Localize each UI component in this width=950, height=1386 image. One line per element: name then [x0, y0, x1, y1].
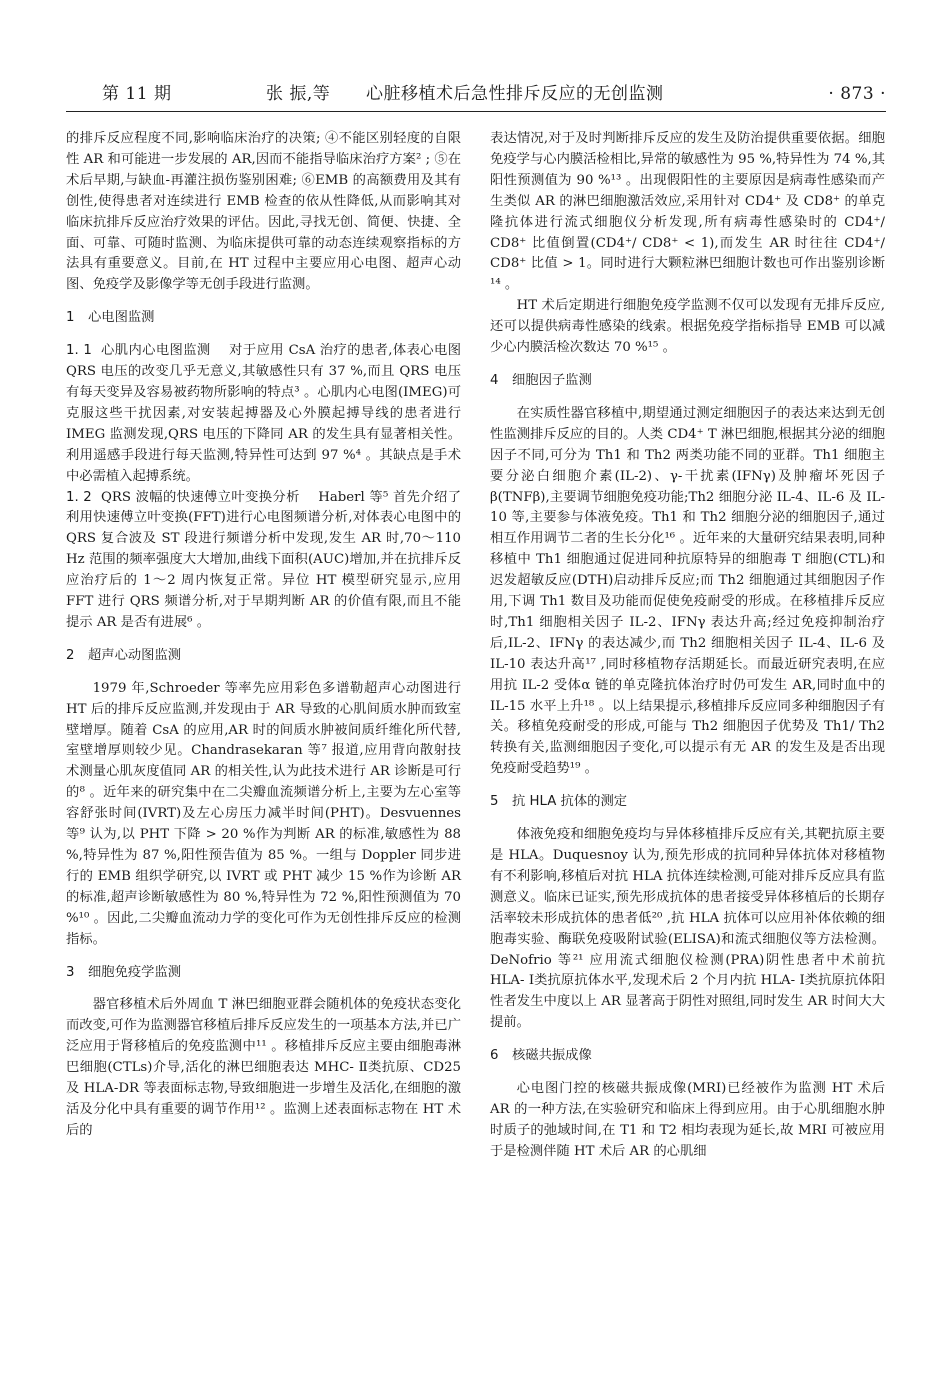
paragraph: 的排斥反应程度不同,影响临床治疗的决策; ④不能区别轻度的自限性 AR 和可能进一步发展的 AR,因而不能指导临床治疗方案² ; ⑤在术后早期,与缺血-再灌注损伤鉴别困难; ⑥EMB 的高额费用及其有创性,使得患者对连续进行 EMB 检查的依从性降低,从而影响其对临床抗排斥反应治疗效果的评估。因此,寻找无创、简便、快捷、全面、可靠、可随时监测、为临床提供可靠的动态连续观察指标的方法具有重要意义。目前,在 HT 过程中主要应用心电图、超声心动图、免疫学及影像学等无创手段进行监测。 [66, 131, 461, 293]
right-column [490, 129, 885, 1163]
subsection-number: 1. 2 [66, 489, 92, 505]
running-header [66, 80, 886, 108]
subsection-text: 对于应用 CsA 治疗的患者,体表心电图 QRS 电压的改变几乎无意义,其敏感性只有 37 %,而且 QRS 电压有每天变异及容易被药物所影响的特点³ 。心肌内心电图(IMEG)可克服这些干扰因素,对安装起搏器及心外膜起搏导线的患者进行 IMEG 监测发现,QRS 电压的下降同 AR 的发生具有显著相关性。利用遥感手段进行每天监测,特异性可达到 97 %⁴ 。其缺点是手术中必需植入起搏系统。 [66, 343, 462, 484]
paragraph: 表达情况,对于及时判断排斥反应的发生及防治提供重要依据。细胞免疫学与心内膜活检相比,异常的敏感性为 95 %,特异性为 74 %,其阳性预测值为 90 %¹³ 。出现假阳性的主要原因是病毒性感染而产生类似 AR 的淋巴细胞激活效应,采用针对 CD4⁺ 及 CD8⁺ 的单克隆抗体进行流式细胞仪分析发现,所有病毒性感染时的 CD4⁺/ CD8⁺ 比值倒置(CD4⁺/ CD8⁺ < 1),而发生 AR 时往往 CD4⁺/ CD8⁺ 比值 > 1。同时进行大颗粒淋巴细胞计数也可作出鉴别诊断¹⁴ 。 [490, 131, 885, 293]
left-column [66, 129, 461, 1142]
subsection-title: QRS 波幅的快速傅立叶变换分析 [101, 489, 300, 505]
paragraph: 器官移植术后外周血 T 淋巴细胞亚群会随机体的免疫状态变化而改变,可作为监测器官移植后排斥反应发生的一项基本方法,并已广泛应用于肾移植后的免疫监测中¹¹ 。移植排斥反应主要由细胞毒淋巴细胞(CTLs)介导,活化的淋巴细胞表达 MHC- Ⅱ类抗原、CD25 及 HLA-DR 等表面标志物,导致细胞进一步增生及活化,在细胞的激活及分化中具有重要的调节作用¹² 。监测上述表面标志物在 HT 术后的 [66, 997, 461, 1138]
paragraph: 心电图门控的核磁共振成像(MRI)已经被作为监测 HT 术后 AR 的一种方法,在实验研究和临床上得到应用。由于心肌细胞水肿时质子的弛域时间,在 T1 和 T2 相均表现为延长,故 MRI 可被应用于是检测伴随 HT 术后 AR 的心肌细 [490, 1081, 885, 1159]
subsection-text: Haberl 等⁵ 首先介绍了利用快速傅立叶变换(FFT)进行心电图频谱分析,对体表心电图中的 QRS 复合波及 ST 段进行频谱分析中发现,发生 AR 时,70～110 Hz 范围的频率强度大大增加,曲线下面积(AUC)增加,并在抗排斥反应治疗后的 1～2 周内恢复正常。异位 HT 模型研究显示,应用 FFT 进行 QRS 频谱分析,对于早期判断 AR 的价值有限,而且不能提示 AR 是否有进展⁶ 。 [66, 489, 462, 630]
paragraph: 体液免疫和细胞免疫均与异体移植排斥反应有关,其靶抗原主要是 HLA。Duquesnoy 认为,预先形成的抗同种异体抗体对移植物有不利影响,移植后对抗 HLA 抗体连续检测,可能对排斥反应具有监测意义。临床已证实,预先形成抗体的患者接受异体移植后的长期存活率较未形成抗体的患者低²⁰ ,抗 HLA 抗体可以应用补体依赖的细胞毒实验、酶联免疫吸附试验(ELISA)和流式细胞仪等方法检测。DeNofrio 等²¹ 应用流式细胞仪检测(PRA)阴性患者中术前抗 HLA- Ⅰ类抗原抗体水平,发现术后 2 个月内抗 HLA- Ⅰ类抗原抗体阳性者发生中度以上 AR 显著高于阴性对照组,同时发生 AR 时间大大提前。 [490, 827, 885, 1031]
paragraph: 在实质性器官移植中,期望通过测定细胞因子的表达来达到无创性监测排斥反应的目的。人类 CD4⁺ T 淋巴细胞,根据其分泌的细胞因子不同,可分为 Th1 和 Th2 两类功能不同的亚群。Th1 细胞主要分泌白细胞介素(IL-2)、γ-干扰素(IFNγ)及肿瘤坏死因子β(TNFβ),主要调节细胞免疫功能;Th2 细胞分泌 IL-4、IL-6 及 IL-10 等,主要参与体液免疫。Th1 和 Th2 细胞分泌的细胞因子,通过相互作用调节二者的生长分化¹⁶ 。近年来的大量研究结果表明,同种移植中 Th1 细胞通过促进同种抗原特异的细胞毒 T 细胞(CTL)和迟发超敏反应(DTH)启动排斥反应;而 Th2 细胞通过其细胞因子作用,下调 Th1 数目及功能而促使免疫耐受的形成。在移植排斥反应时,Th1 细胞相关因子 IL-2、IFNγ 表达升高;经过免疫抑制治疗后,IL-2、IFNγ 的表达减少,而 Th2 细胞相关因子 IL-4、IL-6 及 IL-10 表达升高¹⁷ ,同时移植物存活期延长。而最近研究表明,在应用抗 IL-2 受体α 链的单克隆抗体治疗时仍可发生 AR,同时血中的 IL-15 水平上升¹⁸ 。以上结果提示,移植排斥反应同多种细胞因子有关。移植免疫耐受的形成,可能与 Th2 细胞因子优势及 Th1/ Th2 转换有关,监测细胞因子变化,可以提示有无 AR 的发生及是否出现免疫耐受趋势¹⁹ 。 [490, 405, 885, 777]
subsection-1-2 [66, 488, 461, 634]
section-heading-2: 2 超声心动图监测 [66, 647, 182, 663]
paragraph: HT 术后定期进行细胞免疫学监测不仅可以发现有无排斥反应,还可以提供病毒性感染的线索。根据免疫学指标指导 EMB 可以减少心内膜活检次数达 70 %¹⁵ 。 [490, 298, 885, 356]
section-heading-4: 4 细胞因子监测 [490, 372, 592, 388]
section-heading-1: 1 心电图监测 [66, 310, 155, 326]
issue-number: 第 11 期 [102, 84, 172, 104]
header-rule [66, 111, 886, 112]
paragraph: 1979 年,Schroeder 等率先应用彩色多谱勒超声心动图进行 HT 后的排斥反应监测,并发现由于 AR 导致的心肌间质水肿而致室壁增厚。随着 CsA 的应用,AR 时的间质水肿被间质纤维化所代替,室壁增厚则较少见。Chandrasekaran 等⁷ 报道,应用背向散射技术测量心肌灰度值同 AR 的相关性,认为此技术进行 AR 诊断是可行的⁸ 。近年来的研究集中在二尖瓣血流频谱分析上,主要为左心室等容舒张时间(IVRT)及左心房压力减半时间(PHT)。Desvuennes 等⁹ 认为,以 PHT 下降 > 20 %作为判断 AR 的标准,敏感性为 88 %,特异性为 87 %,阳性预告值为 85 %。一组与 Doppler 同步进行的 EMB 组织学研究,以 IVRT 或 PHT 减少 15 %作为诊断 AR 的标准,超声诊断敏感性为 80 %,特异性为 72 %,阳性预测值为 70 %¹⁰ 。因此,二尖瓣血流动力学的变化可作为无创性排斥反应的检测指标。 [66, 680, 461, 947]
header-authors: 张 振,等 [266, 84, 331, 104]
running-title: 心脏移植术后急性排斥反应的无创监测 [366, 84, 664, 104]
section-heading-5: 5 抗 HLA 抗体的测定 [490, 794, 628, 810]
subsection-number: 1. 1 [66, 343, 92, 359]
subsection-1-1 [66, 341, 461, 487]
page-number: · 873 · [828, 84, 886, 104]
section-heading-3: 3 细胞免疫学监测 [66, 964, 182, 980]
section-heading-6: 6 核磁共振成像 [490, 1048, 592, 1064]
subsection-title: 心肌内心电图监测 [101, 343, 211, 359]
